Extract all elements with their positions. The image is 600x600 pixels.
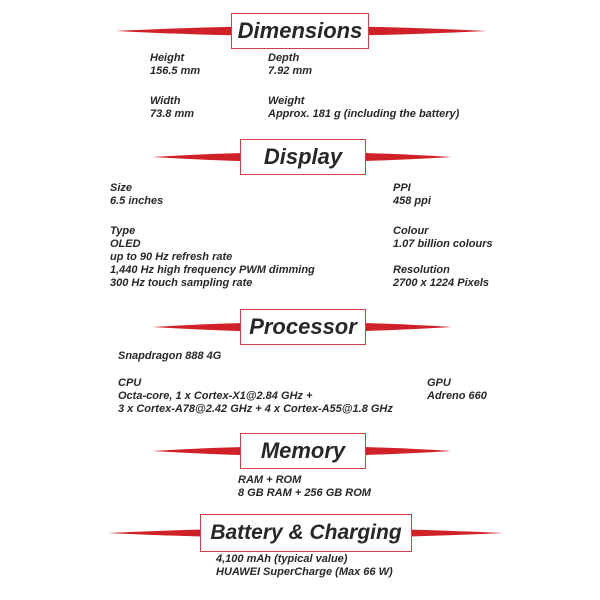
size-label: Size [110, 182, 133, 194]
display-title: Display [263, 144, 343, 169]
depth-value: 7.92 mm [268, 65, 313, 77]
width-label: Width [150, 95, 181, 107]
chipset-value: Snapdragon 888 4G [118, 350, 222, 362]
cpu-line: 3 x Cortex-A78@2.42 GHz + 4 x Cortex-A55@1.8 GHz [118, 403, 393, 415]
display-resolution-block [393, 264, 489, 290]
dimensions-height-block [150, 52, 200, 78]
dimensions-title: Dimensions [237, 18, 363, 43]
type-line: 1,440 Hz high frequency PWM dimming [110, 264, 315, 276]
ram-label: RAM + ROM [238, 474, 302, 486]
gpu-label: GPU [427, 377, 451, 389]
dimensions-width-block [150, 95, 194, 121]
colour-value: 1.07 billion colours [393, 238, 493, 250]
processor-title: Processor [249, 314, 357, 339]
type-label: Type [110, 225, 136, 237]
cpu-line: Octa-core, 1 x Cortex-X1@2.84 GHz + [118, 390, 313, 402]
weight-value: Approx. 181 g (including the battery) [268, 108, 460, 120]
type-line: up to 90 Hz refresh rate [110, 251, 233, 263]
battery-header-box [200, 514, 412, 552]
type-line: OLED [110, 238, 141, 250]
width-value: 73.8 mm [150, 108, 195, 120]
display-colour-block [393, 225, 493, 251]
battery-title: Battery & Charging [210, 521, 402, 544]
display-size-block [110, 182, 163, 208]
processor-chipset [118, 350, 221, 363]
display-type-block [110, 225, 315, 290]
dimensions-weight-block [268, 95, 459, 121]
ppi-label: PPI [393, 182, 411, 194]
weight-label: Weight [268, 95, 305, 107]
colour-label: Colour [393, 225, 429, 237]
resolution-value: 2700 x 1224 Pixels [393, 277, 490, 289]
display-ppi-block [393, 182, 431, 208]
battery-info-block [216, 553, 393, 579]
processor-gpu-block [427, 377, 487, 403]
processor-cpu-block [118, 377, 393, 416]
memory-ram-block [238, 474, 371, 500]
dimensions-header-box [231, 13, 369, 49]
ppi-value: 458 ppi [393, 195, 431, 207]
processor-header-box [240, 309, 366, 345]
gpu-value: Adreno 660 [427, 390, 487, 402]
battery-charging: HUAWEI SuperCharge (Max 66 W) [216, 566, 393, 578]
type-line: 300 Hz touch sampling rate [110, 277, 253, 289]
dimensions-depth-block [268, 52, 312, 78]
resolution-label: Resolution [393, 264, 450, 276]
size-value: 6.5 inches [110, 195, 164, 207]
depth-label: Depth [268, 52, 300, 64]
battery-capacity: 4,100 mAh (typical value) [216, 553, 348, 565]
ram-value: 8 GB RAM + 256 GB ROM [238, 487, 371, 499]
memory-header-box [240, 433, 366, 469]
memory-title: Memory [260, 438, 346, 463]
display-header-box [240, 139, 366, 175]
cpu-label: CPU [118, 377, 142, 389]
height-label: Height [150, 52, 185, 64]
height-value: 156.5 mm [150, 65, 201, 77]
